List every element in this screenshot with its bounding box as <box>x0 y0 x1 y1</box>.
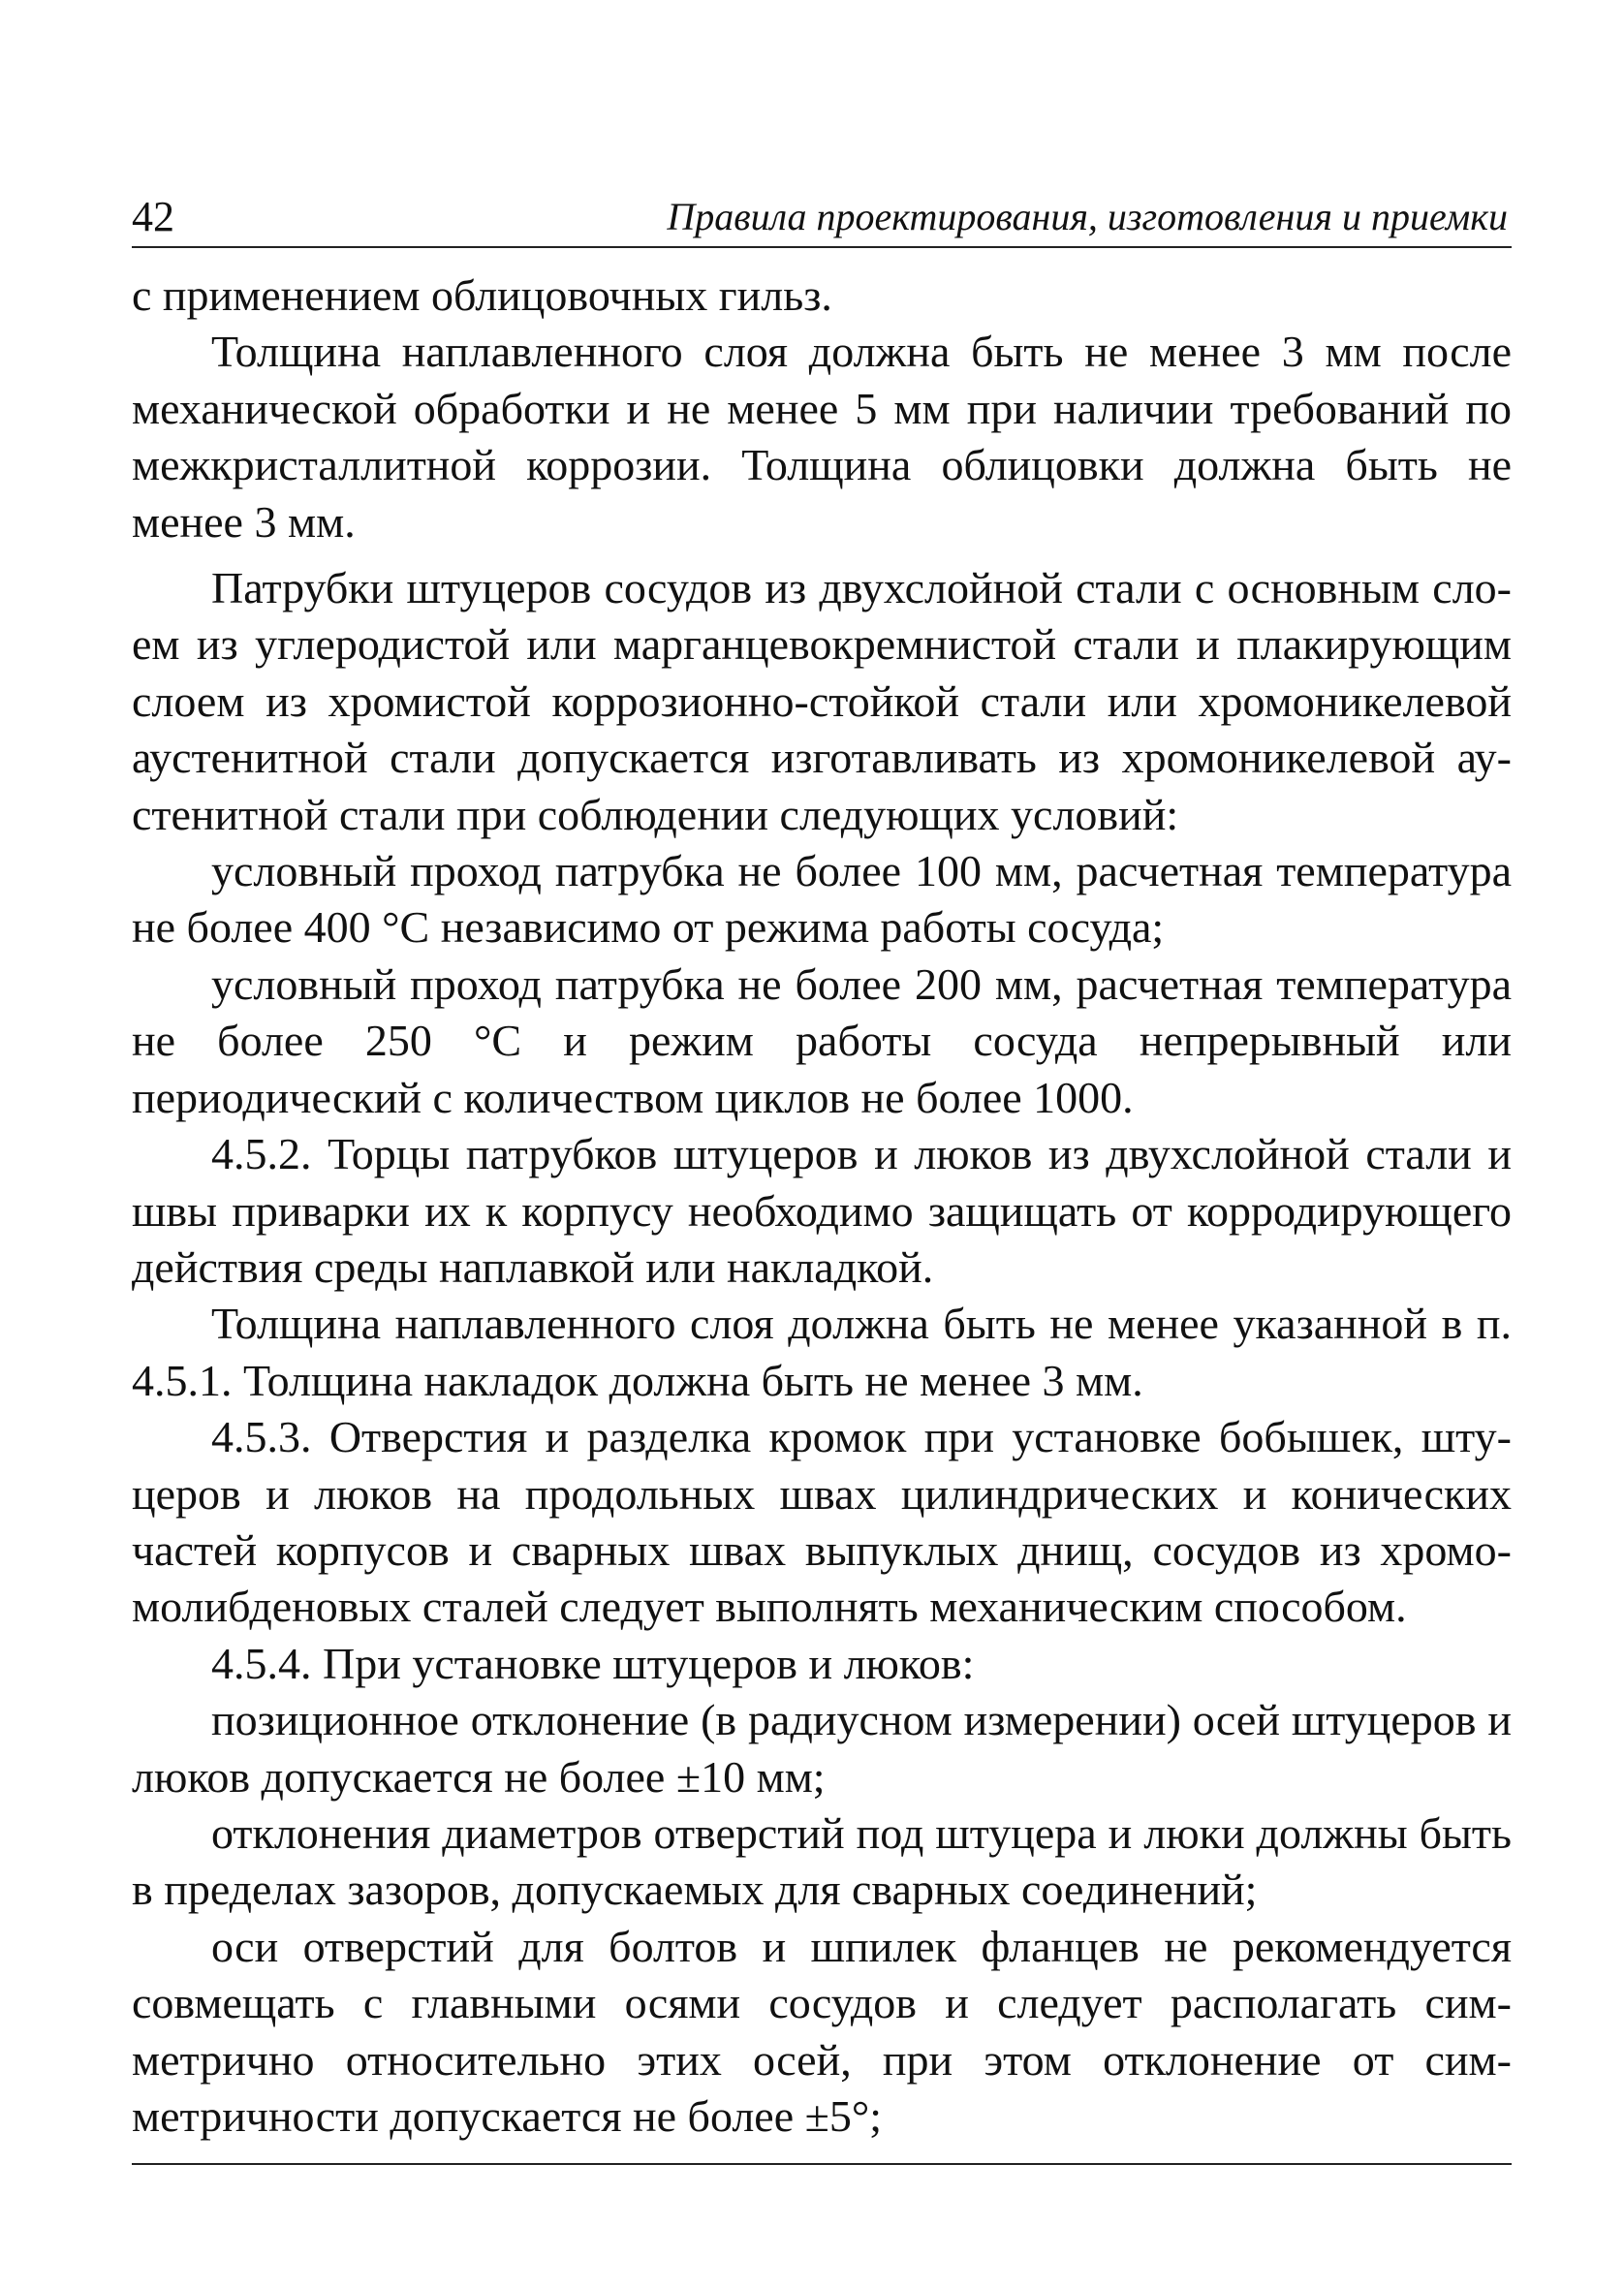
paragraph-overlay-thickness: Толщина наплавленного слоя должна быть не менее указанной в п. 4.5.1. Толщина накладок должна быть не менее 3 мм. <box>132 1299 1512 1405</box>
paragraph-4-5-2: 4.5.2. Торцы патрубков штуцеров и люков из двухслойной стали и швы приварки их к корпусу необходимо защищать от корродирующего действия среды наплавкой или накладкой. <box>132 1129 1512 1292</box>
paragraph-4-5-4: 4.5.4. При установке штуцеров и люков: <box>211 1638 975 1688</box>
running-title: Правила проектирования, изготовления и приемки <box>667 195 1508 238</box>
paragraph-4-5-3: 4.5.3. Отверстия и разделка кромок при установке бобышек, штуцеров и люков на продольных швах цилиндрических и конических частей корпусов и сварных швах выпуклых днищ, сосудов из хромомолибденовых сталей следует выполнять механическим способом. <box>132 1412 1512 1632</box>
list-item-bolt-holes: оси отверстий для болтов и шпилек фланцев не рекомендуется совмещать с главными осями сосудов и следует располагать симметрично относительно этих осей, при этом отклонение от симметричности допускается не более ±5°; <box>132 1921 1512 2141</box>
list-item-diameter-deviation: отклонения диаметров отверстий под штуцера и люки должны быть в пределах зазоров, допускаемых для сварных соединений; <box>132 1807 1512 1915</box>
list-item-condition-2: условный проход патрубка не более 200 мм, расчетная температура не более 250 °С и режим работы сосуда непрерывный или периодический с количеством циклов не более 1000. <box>132 958 1512 1122</box>
body-text <box>132 267 1512 2145</box>
list-item-condition-1: условный проход патрубка не более 100 мм, расчетная температура не более 400 °С независимо от режима работы сосуда; <box>132 846 1512 953</box>
paragraph-cladding-thickness: Толщина наплавленного слоя должна быть не менее 3 мм после механической обработки и не менее 5 мм при наличии требований по межкристаллитной коррозии. Толщина облицовки должна быть не менее 3 мм. <box>132 327 1512 547</box>
footer-rule <box>132 2163 1512 2165</box>
page-header <box>132 190 1512 248</box>
page-number: 42 <box>132 193 174 240</box>
list-item-position-deviation: позиционное отклонение (в радиусном измерении) осей штуцеров и люков допускается не более ±10 мм; <box>132 1695 1512 1802</box>
paragraph-continuation: с применением облицовочных гильз. <box>132 270 832 320</box>
paragraph-nozzle-pipes: Патрубки штуцеров сосудов из двухслойной стали с основным слоем из углеродистой или марганцевокремнистой стали и плакирующим слоем из хромистой коррозионно-стойкой стали или хромоникелевой аустенитной стали допускается изготавливать из хромоникелевой аустенитной стали при соблюдении следующих условий: <box>132 563 1512 839</box>
